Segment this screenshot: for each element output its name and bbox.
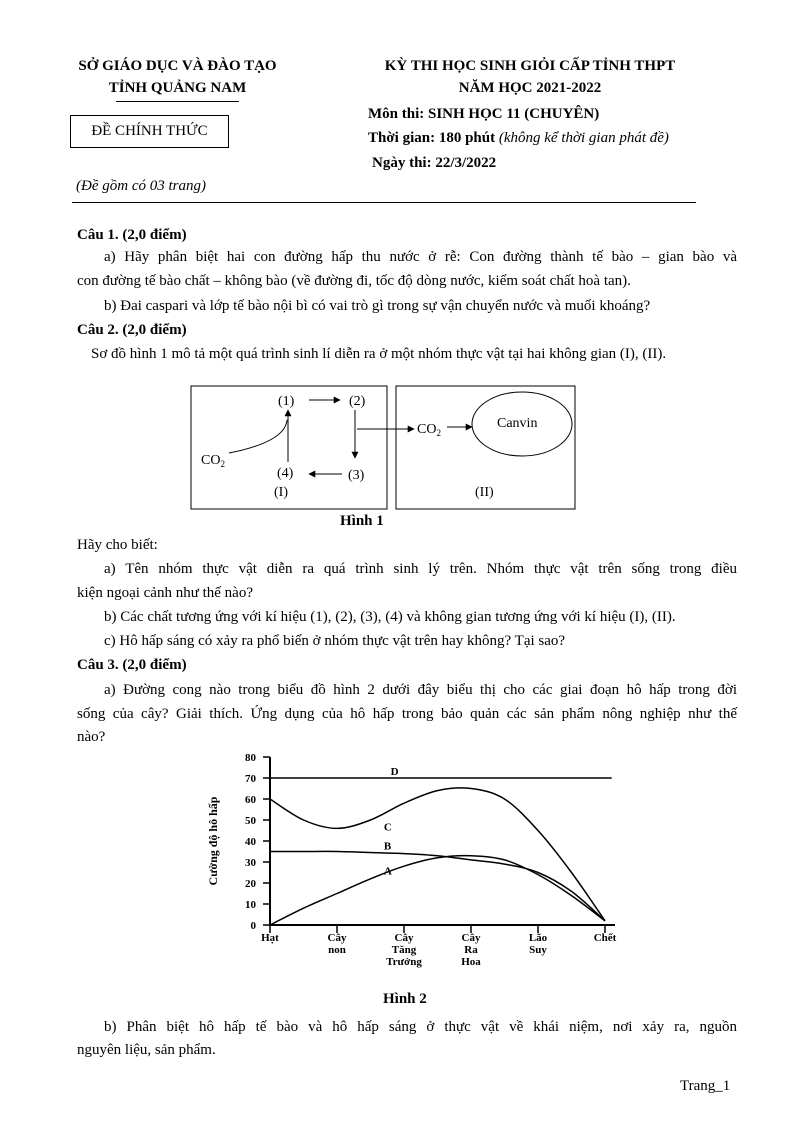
exam-time-note: (không kể thời gian phát đề) <box>498 130 669 146</box>
y-tick-label: 20 <box>245 878 256 890</box>
figure-1-caption: Hình 1 <box>340 513 384 529</box>
header-divider <box>72 202 696 203</box>
series-d-label: D <box>390 765 399 778</box>
official-stamp-text: ĐỀ CHÍNH THỨC <box>91 123 208 139</box>
y-tick-label: 50 <box>245 815 256 827</box>
y-tick-label: 70 <box>245 773 256 785</box>
node-1: (1) <box>278 394 295 409</box>
q1-title: Câu 1. (2,0 điểm) <box>77 227 187 243</box>
space-i-label: (I) <box>274 485 288 500</box>
x-tick-label: Cây Ra Hoa <box>461 932 481 968</box>
space-ii-label: (II) <box>475 485 494 500</box>
q3-a-line2: sống của cây? Giải thích. Ứng dụng của hô hấp trong bảo quản các sản phẩm nông nghiệp như thế <box>77 706 737 722</box>
exam-date: Ngày thi: 22/3/2022 <box>372 155 497 171</box>
co2-label-right: $CO_2$ <box>417 422 441 438</box>
figure-1-diagram <box>185 380 585 515</box>
series-b-label: B <box>383 840 392 853</box>
y-axis-label: Cường độ hô hấp <box>206 796 220 886</box>
co2-label-left: $CO_2$ <box>201 453 225 469</box>
x-tick-label: Lão Suy <box>528 932 548 956</box>
q3-a-line3: nào? <box>77 729 106 745</box>
exam-time-label: Thời gian: 180 phút <box>368 130 496 146</box>
y-tick-label: 80 <box>245 752 256 764</box>
q3-a-line1: a) Đường cong nào trong biểu đồ hình 2 dưới đây biểu thị cho các giai đoạn hô hấp trong đời <box>104 682 737 698</box>
node-2: (2) <box>349 394 366 409</box>
series-a-label: A <box>383 865 392 878</box>
exam-time <box>368 130 669 147</box>
q2-ask: Hãy cho biết: <box>77 537 158 553</box>
x-tick-label: Hạt <box>261 932 279 944</box>
page-number: Trang_1 <box>680 1078 731 1094</box>
official-stamp <box>70 115 229 148</box>
exam-subject: Môn thi: SINH HỌC 11 (CHUYÊN) <box>368 106 600 122</box>
q2-b: b) Các chất tương ứng với kí hiệu (1), (2), (3), (4) và không gian tương ứng với kí hiệu (I), (II). <box>104 609 676 625</box>
q3-title: Câu 3. (2,0 điểm) <box>77 657 187 673</box>
y-tick-label: 30 <box>245 857 256 869</box>
q2-c: c) Hô hấp sáng có xảy ra phổ biến ở nhóm thực vật trên hay không? Tại sao? <box>104 633 566 649</box>
series-c-label: C <box>383 821 392 834</box>
pages-note: (Đề gồm có 03 trang) <box>76 178 206 194</box>
y-tick-label: 0 <box>250 920 256 932</box>
province-name: TỈNH QUẢNG NAM <box>108 80 247 96</box>
arrow-co2-uptake <box>229 420 287 453</box>
node-4: (4) <box>277 466 294 481</box>
q1-a-line1: a) Hãy phân biệt hai con đường hấp thu nước ở rễ: Con đường thành tế bào – gian bào và <box>104 249 737 265</box>
q2-a-line1: a) Tên nhóm thực vật diễn ra quá trình sinh lý trên. Nhóm thực vật trên sống trong điều <box>104 561 737 577</box>
q3-b-line1: b) Phân biệt hô hấp tế bào và hô hấp sáng ở thực vật về khái niệm, nơi xảy ra, nguồn <box>104 1019 737 1035</box>
figure-2-caption: Hình 2 <box>383 991 427 1007</box>
q2-a-line2: kiện ngoại cảnh như thế nào? <box>77 585 253 601</box>
y-tick-label: 40 <box>245 836 256 848</box>
y-tick-label: 10 <box>245 899 256 911</box>
q1-a-line2: con đường tế bào chất – không bào (về đường đi, tốc độ dòng nước, kiểm soát chất hoà tan). <box>77 273 631 289</box>
node-3: (3) <box>348 468 365 483</box>
exam-title: KỲ THI HỌC SINH GIỎI CẤP TỈNH THPT <box>384 58 676 74</box>
q3-b-line2: nguyên liệu, sản phẩm. <box>77 1042 216 1058</box>
x-tick-label: Chết <box>593 932 617 944</box>
series-b-line <box>270 851 605 920</box>
calvin-label: Canvin <box>497 416 538 431</box>
series-a-line <box>270 856 605 925</box>
y-tick-label: 60 <box>245 794 256 806</box>
q2-intro: Sơ đồ hình 1 mô tả một quá trình sinh lí diễn ra ở một nhóm thực vật tại hai không gian (I), (II). <box>91 346 667 362</box>
x-tick-label: Cây Tăng Trưởng <box>386 932 422 968</box>
x-tick-label: Cây non <box>327 932 347 956</box>
header-underline <box>116 101 239 102</box>
school-year: NĂM HỌC 2021-2022 <box>458 80 602 96</box>
figure-2-chart <box>195 745 645 990</box>
department-name: SỞ GIÁO DỤC VÀ ĐÀO TẠO <box>78 58 277 74</box>
q2-title: Câu 2. (2,0 điểm) <box>77 322 187 338</box>
q1-b: b) Đai caspari và lớp tế bào nội bì có vai trò gì trong sự vận chuyển nước và muối khoáng? <box>104 298 651 314</box>
